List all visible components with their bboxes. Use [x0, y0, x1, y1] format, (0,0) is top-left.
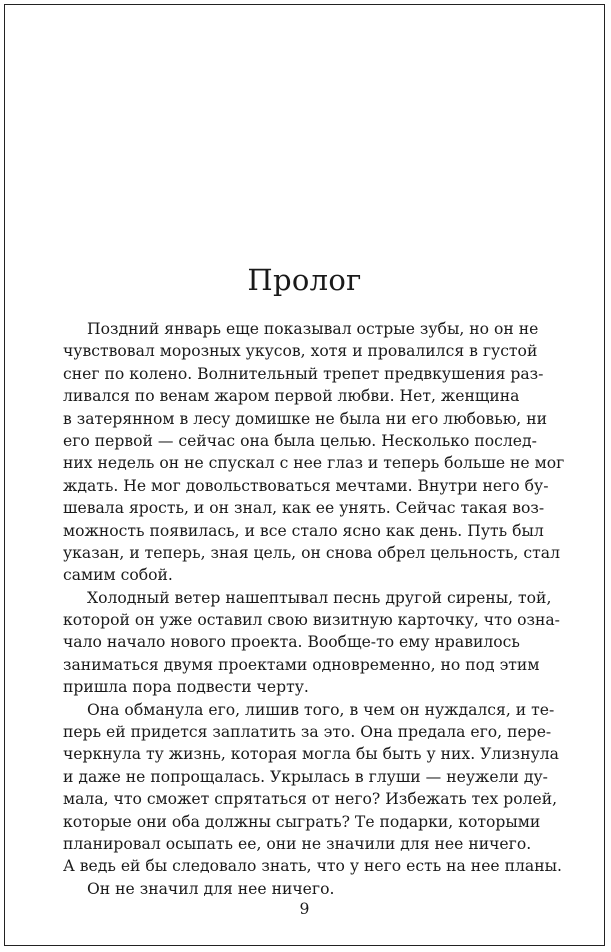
text-line: снег по колено. Волнительный трепет предвкушения раз- — [63, 364, 544, 383]
text-line: которой он уже оставил свою визитную карточку, что озна- — [63, 611, 560, 630]
text-line: и даже не попрощалась. Укрылась в глуши — неужели ду- — [63, 767, 548, 786]
chapter-body — [63, 318, 565, 900]
text-line: ливался по венам жаром первой любви. Нет, женщина — [63, 387, 520, 406]
chapter-title: Пролог — [247, 263, 362, 297]
text-line: ждать. Не мог довольствоваться мечтами. Внутри него бу- — [63, 476, 549, 495]
text-line: чало начало нового проекта. Вообще-то ему нравилось — [63, 633, 520, 652]
text-line: заниматься двумя проектами одновременно, но под этим — [63, 655, 540, 674]
text-line: Она обманула его, лишив того, в чем он нуждался, и те- — [87, 700, 555, 719]
text-line: Поздний январь еще показывал острые зубы, но он не — [87, 320, 539, 338]
text-line: черкнула ту жизнь, которая могла бы быть у них. Улизнула — [63, 745, 559, 764]
text-line: Он не значил для нее ничего. — [87, 879, 335, 898]
text-line: Холодный ветер нашептывал песнь другой сирены, той, — [87, 588, 552, 607]
text-line: чувствовал морозных укусов, хотя и провалился в густой — [63, 342, 538, 361]
text-line: планировал осыпать ее, они не значили для нее ничего. — [63, 834, 532, 853]
text-line: перь ей придется заплатить за это. Она предала его, пере- — [63, 723, 552, 742]
page-number: 9 — [299, 900, 310, 918]
text-line: которые они оба должны сыграть? Те подарки, которыми — [63, 812, 541, 831]
text-line: самим собой. — [63, 566, 173, 585]
text-line: мала, что сможет спрятаться от него? Избежать тех ролей, — [63, 790, 558, 809]
text-line: А ведь ей бы следовало знать, что у него есть на нее планы. — [63, 857, 562, 876]
text-line: в затерянном в лесу домишке не была ни его любовью, ни — [63, 409, 547, 428]
book-page — [4, 4, 605, 946]
text-line: них недель он не спускал с нее глаз и теперь больше не мог — [63, 454, 565, 473]
text-line: можность появилась, и все стало ясно как день. Путь был — [63, 521, 544, 540]
text-line: шевала ярость, и он знал, как ее унять. Сейчас такая воз- — [63, 499, 545, 518]
text-line: пришла пора подвести черту. — [63, 678, 309, 697]
text-line: указан, и теперь, зная цель, он снова обрел цельность, стал — [63, 543, 560, 562]
text-line: его первой — сейчас она была целью. Несколько послед- — [63, 431, 537, 450]
